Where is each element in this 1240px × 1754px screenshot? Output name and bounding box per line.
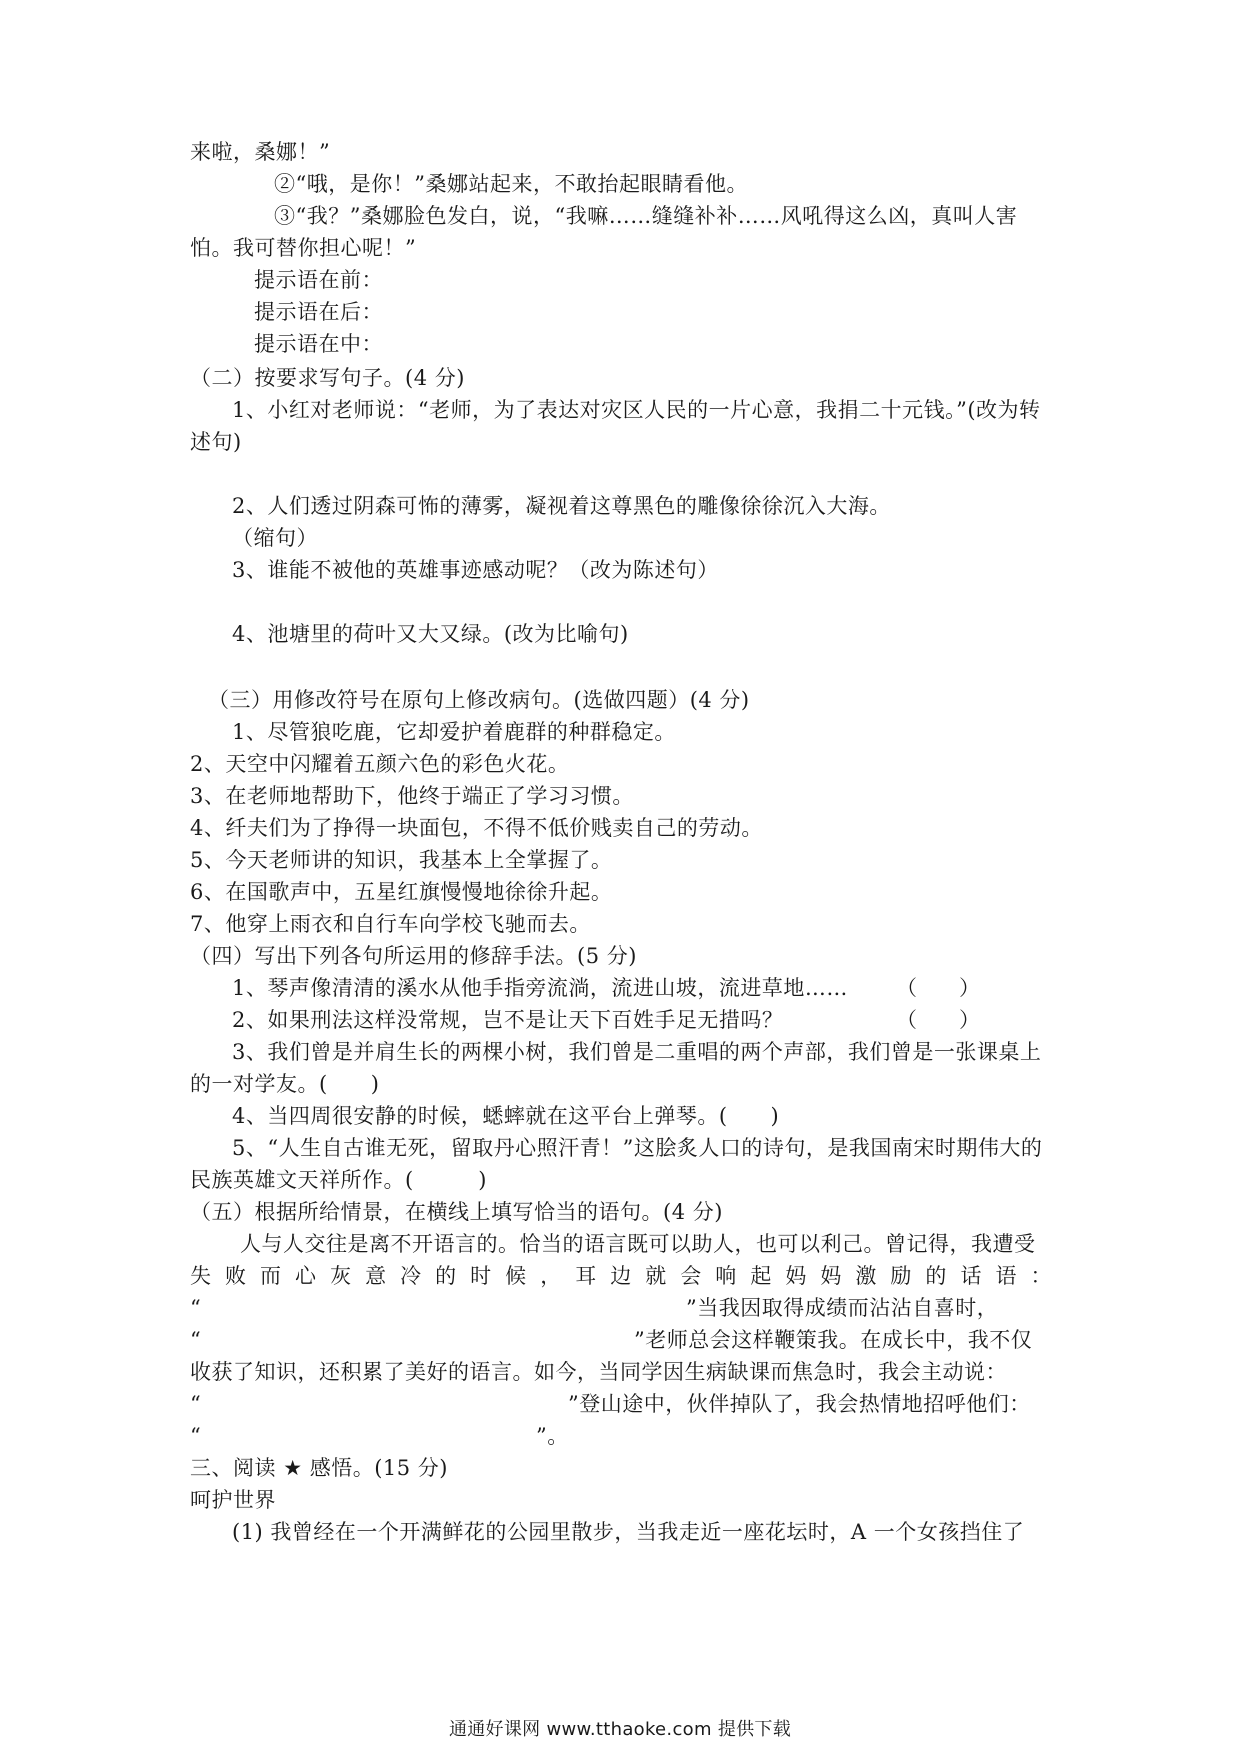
passage-title: 呵护世界 bbox=[190, 1488, 276, 1512]
text-line: 1、琴声像清清的溪水从他手指旁流淌，流进山坡，流进草地…… bbox=[232, 976, 848, 1000]
text-line: ”。 bbox=[536, 1424, 569, 1448]
text-line: 4、纤夫们为了挣得一块面包，不得不低价贱卖自己的劳动。 bbox=[190, 816, 763, 840]
text-line: ”当我因取得成绩而沾沾自喜时， bbox=[686, 1296, 999, 1320]
text-line: 3、谁能不被他的英雄事迹感动呢？（改为陈述句） bbox=[232, 558, 719, 582]
text-line: 1、小红对老师说：“老师，为了表达对灾区人民的一片心意，我捐二十元钱。”(改为转 bbox=[232, 398, 1041, 422]
page-footer: 通通好课网 www.tthaoke.com 提供下载 bbox=[448, 1719, 792, 1740]
text-line: （缩句） bbox=[232, 526, 318, 550]
text-line: 提示语在后： bbox=[254, 300, 383, 324]
text-line: 3、在老师地帮助下，他终于端正了学习习惯。 bbox=[190, 784, 634, 808]
text-line: 提示语在中： bbox=[254, 332, 383, 356]
text-line: 4、当四周很安静的时候，蟋蟀就在这平台上弹琴。( ) bbox=[232, 1104, 780, 1128]
text-line: 来啦，桑娜！” bbox=[190, 140, 331, 164]
text-line: 6、在国歌声中，五星红旗慢慢地徐徐升起。 bbox=[190, 880, 613, 904]
text-line: 的一对学友。( ) bbox=[190, 1072, 380, 1096]
text-line: 2、如果刑法这样没常规，岂不是让天下百姓手足无措吗？ bbox=[232, 1008, 784, 1032]
heading-part: 感悟。(15 分) bbox=[309, 1456, 448, 1480]
text-line: ③“我？”桑娜脸色发白，说，“我嘛……缝缝补补……风吼得这么凶，真叫人害 bbox=[274, 204, 1018, 228]
text-line: 5、“人生自古谁无死，留取丹心照汗青！”这脍炙人口的诗句，是我国南宋时期伟大的 bbox=[232, 1136, 1043, 1160]
section-heading: （五）根据所给情景，在横线上填写恰当的语句。(4 分) bbox=[190, 1200, 723, 1224]
text-line: 人与人交往是离不开语言的。恰当的语言既可以助人，也可以利己。曾记得，我遭受 bbox=[240, 1232, 1036, 1256]
section-heading: （二）按要求写句子。(4 分) bbox=[190, 366, 465, 390]
text-line: 2、人们透过阴森可怖的薄雾，凝视着这尊黑色的雕像徐徐沉入大海。 bbox=[232, 494, 891, 518]
text-line: 5、今天老师讲的知识，我基本上全掌握了。 bbox=[190, 848, 613, 872]
heading-part: 三、阅读 bbox=[190, 1456, 276, 1480]
text-line: ”老师总会这样鞭策我。在成长中，我不仅 bbox=[634, 1328, 1033, 1352]
text-line: 收获了知识，还积累了美好的语言。如今，当同学因生病缺课而焦急时，我会主动说： bbox=[190, 1360, 1007, 1384]
section-heading: （三）用修改符号在原句上修改病句。(选做四题）(4 分) bbox=[208, 688, 750, 712]
text-line: 提示语在前： bbox=[254, 268, 383, 292]
quote-open: “ bbox=[190, 1424, 202, 1448]
section-heading: （四）写出下列各句所运用的修辞手法。(5 分) bbox=[190, 944, 637, 968]
answer-blank[interactable]: （ ） bbox=[896, 976, 980, 1000]
quote-open: “ bbox=[190, 1392, 202, 1416]
text-line: ”登山途中，伙伴掉队了，我会热情地招呼他们： bbox=[568, 1392, 1031, 1416]
text-line: 2、天空中闪耀着五颜六色的彩色火花。 bbox=[190, 752, 570, 776]
text-line: 述句) bbox=[190, 430, 242, 454]
section-heading bbox=[190, 1452, 448, 1484]
answer-blank[interactable]: （ ） bbox=[896, 1008, 980, 1032]
text-line: (1) 我曾经在一个开满鲜花的公园里散步，当我走近一座花坛时，A 一个女孩挡住了 bbox=[232, 1520, 1025, 1544]
text-line: 7、他穿上雨衣和自行车向学校飞驰而去。 bbox=[190, 912, 591, 936]
text-line: 3、我们曾是并肩生长的两棵小树，我们曾是二重唱的两个声部，我们曾是一张课桌上 bbox=[232, 1040, 1042, 1064]
quote-open: “ bbox=[190, 1296, 202, 1320]
quote-open: “ bbox=[190, 1328, 202, 1352]
text-line: 民族英雄文天祥所作。( ) bbox=[190, 1168, 487, 1192]
text-line: 1、尽管狼吃鹿，它却爱护着鹿群的种群稳定。 bbox=[232, 720, 676, 744]
text-line: ②“哦，是你！”桑娜站起来，不敢抬起眼睛看他。 bbox=[274, 172, 748, 196]
text-line: 怕。我可替你担心呢！” bbox=[190, 236, 417, 260]
text-line: 失败而心灰意冷的时候，耳边就会响起妈妈激励的话语： bbox=[190, 1264, 1052, 1288]
text-line: 4、池塘里的荷叶又大又绿。(改为比喻句) bbox=[232, 622, 629, 646]
star-icon: ★ bbox=[283, 1456, 303, 1480]
